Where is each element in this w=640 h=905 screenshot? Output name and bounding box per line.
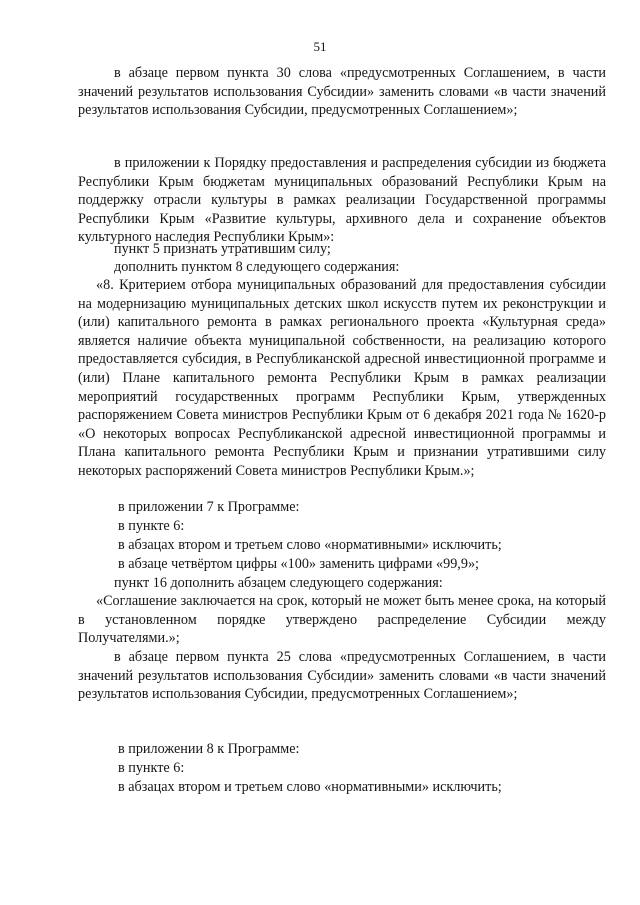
- paragraph-clause-30: [78, 64, 606, 120]
- line-text: в пункте 6:: [118, 760, 185, 776]
- paragraph-text: «Соглашение заключается на срок, который не может быть менее срока, на который в установленном порядке утверждено распределение Субсидии между Получателями.»;: [78, 593, 606, 647]
- paragraph-appendix-order: [78, 154, 606, 247]
- paragraph-text: в абзаце первом пункта 25 слова «предусмотренных Соглашением, в части значений результатов использования Субсидии» заменить словами «в части значений результатов использования Субсидии, предусмотренных Соглашением»;: [78, 649, 606, 703]
- paragraph-text: в приложении к Порядку предоставления и распределения субсидии из бюджета Республики Крым бюджетам муниципальных образований Республики Крым на поддержку отрасли культуры в рамках реализации Государственной программы Республики Крым «Развитие культуры, архивного дела и сохранение объектов культурного наследия Республики Крым»:: [78, 155, 606, 246]
- line-paragraphs-2-3-b: [78, 778, 606, 797]
- page-number: 51: [313, 39, 327, 54]
- line-text: в абзаце четвёртом цифры «100» заменить цифрами «99,9»;: [118, 556, 479, 572]
- line-clause-5: [78, 240, 606, 259]
- line-text: в приложении 7 к Программе:: [118, 499, 300, 515]
- line-text: пункт 5 признать утратившим силу;: [114, 241, 331, 257]
- line-add-clause-8: [78, 258, 606, 277]
- line-text: пункт 16 дополнить абзацем следующего содержания:: [114, 575, 443, 591]
- line-text: в пункте 6:: [118, 518, 185, 534]
- line-paragraphs-2-3-a: [78, 536, 606, 555]
- paragraph-clause-8: [78, 276, 606, 481]
- paragraph-clause-25: [78, 648, 606, 704]
- line-appendix-7: [78, 498, 606, 517]
- line-paragraph-4: [78, 555, 606, 574]
- line-clause-6-b: [78, 759, 606, 778]
- line-appendix-8: [78, 740, 606, 759]
- line-text: в абзацах втором и третьем слово «нормативными» исключить;: [118, 537, 502, 553]
- line-clause-6-a: [78, 517, 606, 536]
- paragraph-agreement-term: [78, 592, 606, 648]
- paragraph-text: в абзаце первом пункта 30 слова «предусмотренных Соглашением, в части значений результатов использования Субсидии» заменить словами «в части значений результатов использования Субсидии, предусмотренных Соглашением»;: [78, 65, 606, 119]
- line-clause-16: [78, 574, 606, 593]
- line-text: в приложении 8 к Программе:: [118, 741, 300, 757]
- line-text: в абзацах втором и третьем слово «нормативными» исключить;: [118, 779, 502, 795]
- line-text: дополнить пунктом 8 следующего содержания:: [114, 259, 400, 275]
- paragraph-text: «8. Критерием отбора муниципальных образований для предоставления субсидии на модернизацию муниципальных детских школ искусств путем их реконструкции и (или) капитального ремонта в рамках регионального проекта «Культурная среда» является наличие объекта муниципальной собственности, на реализацию которого предоставляется субсидия, в Республиканской адресной инвестиционной программе и (или) Плане капитального ремонта Республики Крым в рамках реализации мероприятий государственных программ Республики Крым, утвержденных распоряжением Совета министров Республики Крым от 6 декабря 2021 года № 1620-р «О некоторых вопросах Республиканской адресной инвестиционной программы и Плана капитального ремонта Республики Крым и признании утратившими силу некоторых распоряжений Совета министров Республики Крым.»;: [78, 277, 606, 479]
